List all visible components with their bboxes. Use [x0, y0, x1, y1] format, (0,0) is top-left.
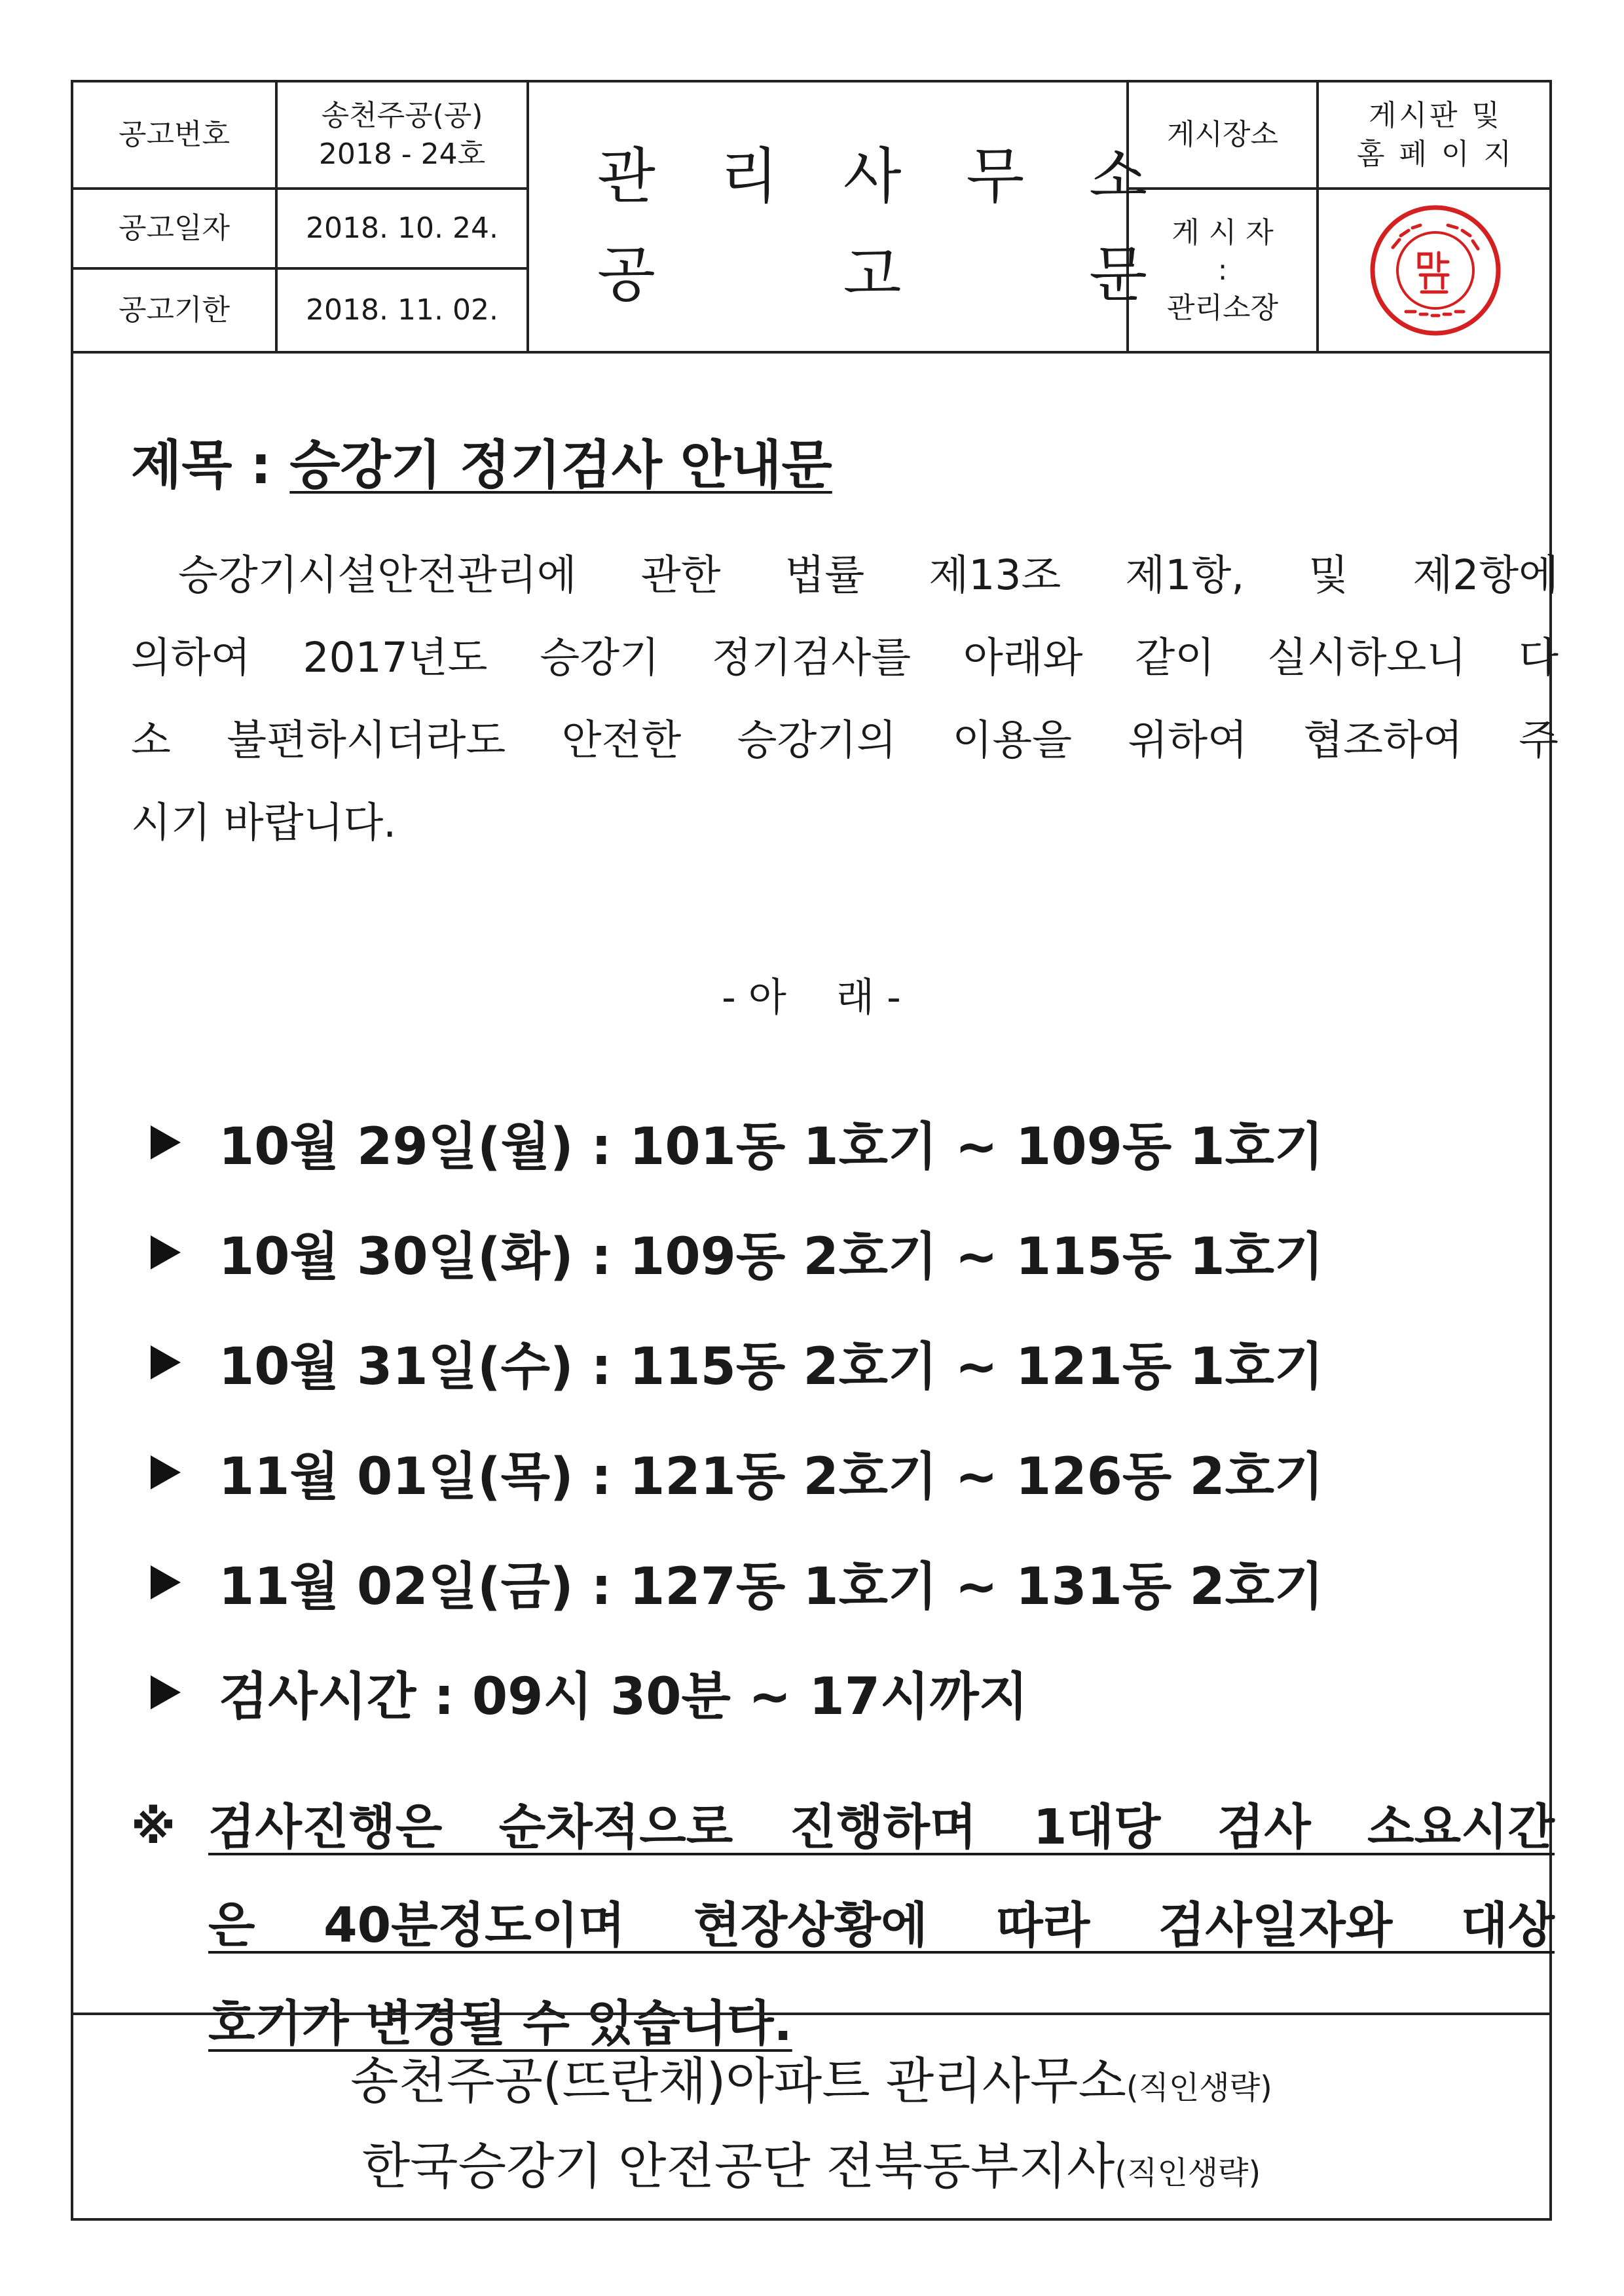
remark-line: 은 40분정도이며 현장상황에 따라 검사일자와 대상 — [208, 1897, 1555, 1954]
notice-number-value — [278, 82, 526, 187]
seal-cell — [1319, 190, 1552, 351]
remark-line: 호기가 변경될 수 있습니다. — [208, 1995, 792, 2052]
schedule-item: 10월 31일(수) : 115동 2호기 ~ 121동 1호기 — [151, 1307, 1323, 1417]
schedule-item: 11월 02일(금) : 127동 1호기 ~ 131동 2호기 — [151, 1527, 1323, 1637]
triangle-bullet-icon — [151, 1125, 181, 1159]
subject-title: 승강기 정기검사 안내문 — [289, 435, 832, 496]
paragraph-line: 시기 바랍니다. — [131, 799, 397, 847]
triangle-bullet-icon — [151, 1675, 181, 1709]
notice-date-value: 2018. 10. 24. — [306, 211, 498, 246]
schedule-item: 10월 29일(월) : 101동 1호기 ~ 109동 1호기 — [151, 1087, 1323, 1197]
issuer-footer — [73, 2013, 1549, 2223]
office-title — [558, 82, 1192, 351]
poster-label: 게 시 자 : 관리소장 — [1166, 216, 1278, 325]
reference-mark-icon: ※ — [131, 1800, 176, 1854]
notice-number-line2: 2018 - 24호 — [318, 137, 486, 171]
notice-date-label: 공고일자 — [118, 211, 230, 246]
office-title-line1: 관 리 사 무 소 — [597, 141, 1147, 211]
inspection-time-item: 검사시간 : 09시 30분 ~ 17시까지 — [151, 1637, 1323, 1747]
post-place-label: 게시장소 — [1166, 118, 1278, 152]
post-place-value: 게시판 및 홈 페 이 지 — [1357, 98, 1514, 171]
issuer-safety-agency: 한국승강기 안전공단 전북동부지사(직인생략) — [361, 2137, 1261, 2195]
schedule-item: 10월 30일(화) : 109동 2호기 ~ 115동 1호기 — [151, 1197, 1323, 1307]
paragraph-line: 의하여 2017년도 승강기 정기검사를 아래와 같이 실시하오니 다 — [131, 634, 1559, 682]
header-table — [73, 82, 1549, 354]
below-label: - 아 래 - — [722, 975, 901, 1021]
triangle-bullet-icon — [151, 1455, 181, 1489]
subject-prefix: 제목 : — [131, 435, 290, 496]
triangle-bullet-icon — [151, 1345, 181, 1379]
official-seal-icon — [1367, 202, 1504, 339]
office-title-line2: 공 고 문 — [597, 240, 1147, 310]
intro-paragraph — [131, 534, 1559, 864]
notice-number-label: 공고번호 — [118, 118, 230, 152]
paragraph-line: 소 불편하시더라도 안전한 승강기의 이용을 위하여 협조하여 주 — [131, 716, 1559, 764]
issuer-apartment-office: 송천주공(뜨란채)아파트 관리사무소(직인생략) — [350, 2052, 1272, 2110]
notice-deadline-value: 2018. 11. 02. — [306, 293, 498, 327]
remark-line: 검사진행은 순차적으로 진행하며 1대당 검사 소요시간 — [208, 1799, 1555, 1855]
notice-deadline-label: 공고기한 — [118, 293, 230, 327]
paragraph-line: 승강기시설안전관리에 관한 법률 제13조 제1항, 및 제2항에 — [178, 551, 1559, 599]
triangle-bullet-icon — [151, 1235, 181, 1269]
triangle-bullet-icon — [151, 1565, 181, 1599]
notice-frame — [71, 80, 1559, 2221]
schedule-item: 11월 01일(목) : 121동 2호기 ~ 126동 2호기 — [151, 1417, 1323, 1527]
notice-number-line1: 송천주공(공) — [321, 98, 483, 132]
schedule-list — [151, 1087, 1323, 1747]
subject-heading — [131, 423, 832, 498]
